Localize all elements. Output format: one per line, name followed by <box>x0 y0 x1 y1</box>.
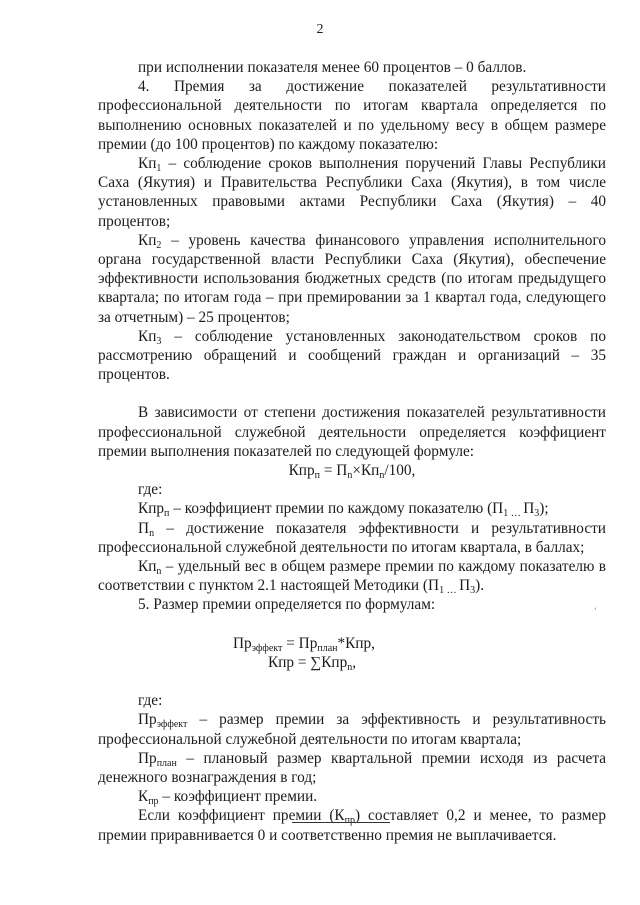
document-body <box>98 58 606 845</box>
paragraph-item-5: 5. Размер премии определяется по формулам: <box>138 596 436 614</box>
end-rule <box>292 822 390 823</box>
where-label: где: <box>138 481 163 499</box>
definition-kpr: Кпр$_п$ – коэффициент премии по каждому показателю ($П_{1 \dots}$ $П_3$); <box>138 500 549 520</box>
formula-bonus-size: $Пр_{эффект} = Пр_{план}*Кпр$, <box>233 634 376 654</box>
paragraph-threshold: Если коэффициент премии $(К_{пр})$ составляет 0,2 и менее, то размер премии приравнивается 0 и соответственно премия не выплачивается. <box>98 807 606 844</box>
paragraph-dependency: В зависимости от степени достижения показателей результативности профессиональной служебной деятельности определяется коэффициент премии выполнения показателей по следующей формуле: <box>98 404 606 460</box>
definition-pn: $П_n$ – достижение показателя эффективности и результативности профессиональной служебной деятельности по итогам квартала, в баллах; <box>98 519 606 556</box>
definition-pr-plan: $Пр_{план}$ – плановый размер квартальной премии исходя из расчета денежного вознаграждения в год; <box>98 749 606 786</box>
paragraph-item-4: 4. Премия за достижение показателей результативности профессиональной деятельности по итогам квартала определяется по выполнению основных показателей и по удельному весу в общем размере премии (до 100 процентов) по каждому показателю: <box>98 78 606 153</box>
formula-coefficient-sum: Кпр = ∑Кпр$_n$, <box>268 653 357 673</box>
page-number: 2 <box>316 22 324 37</box>
definition-kpr-coef: $К_{пр}$ – коэффициент премии. <box>138 788 318 808</box>
definition-pr-effect: $Пр_{эффект}$ – размер премии за эффективность и результативность профессиональной служебной деятельности по итогам квартала; <box>98 711 606 748</box>
indicator-kp2: $Кп_2$ – уровень качества финансового управления исполнительного органа государственной власти Республики Саха (Якутия), обеспечение эффективности использования бюджетных средств (по итогам предыдущего квартала; по итогам года – при премировании за 1 квартал года, следующего за отчетным) – 25 процентов; <box>98 231 606 326</box>
indicator-kp1: $Кп_1$ – соблюдение сроков выполнения поручений Главы Республики Саха (Якутия) и Правительства Республики Саха (Якутия), в том числе установленных правовыми актами Республики Саха (Якутия) – 40 процентов; <box>98 155 606 230</box>
where-label: где: <box>138 692 163 710</box>
scan-mark: ‘ <box>594 606 597 615</box>
paragraph: при исполнении показателя менее 60 процентов – 0 баллов. <box>138 59 527 76</box>
definition-kpn: $Кп_n$ – удельный вес в общем размере премии по каждому показателю в соответствии с пунктом 2.1 настоящей Методики ($П_{1 \dots}$ $П_3$). <box>98 558 606 597</box>
indicator-kp3: $Кп_3$ – соблюдение установленных законодательством сроков по рассмотрению обращений и сообщений граждан и организаций – 35 процентов. <box>98 327 606 384</box>
formula-coefficient: $Кпр_п = П_n\times Кп_n/100$, <box>288 462 416 482</box>
